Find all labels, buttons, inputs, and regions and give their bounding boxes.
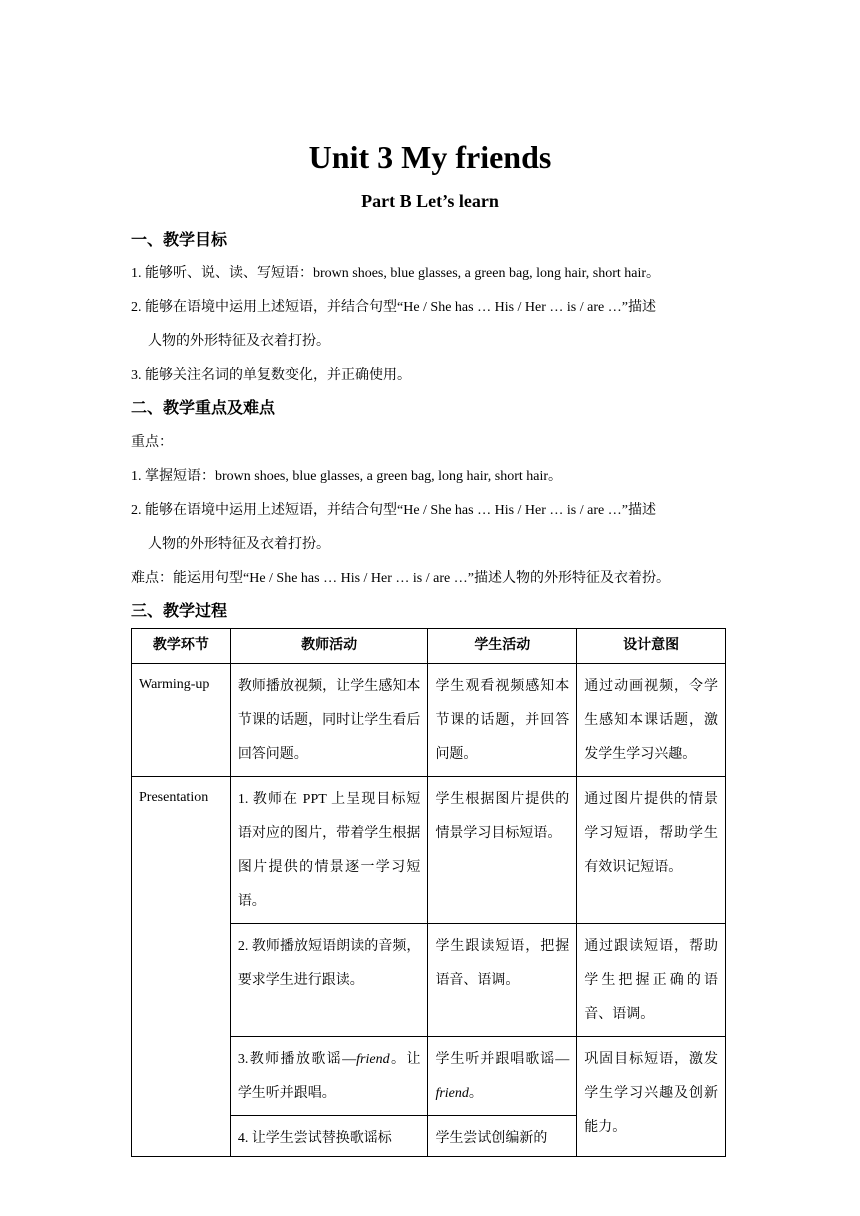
objective-item-2-cont: 人物的外形特征及衣着打扮。 xyxy=(148,334,330,349)
cell-text: 。 xyxy=(468,1086,483,1101)
difficult-point: 难点：能运用句型“He / She has … His / Her … is / are …”描述人物的外形特征及衣着扮。 xyxy=(131,571,670,586)
table-row-warmup xyxy=(132,664,726,777)
column-header: 设计意图 xyxy=(577,629,726,664)
stage-cell: Presentation xyxy=(132,777,231,1157)
section-heading-objectives: 一、教学目标 xyxy=(131,232,228,249)
table-row-presentation-1 xyxy=(132,777,726,924)
song-title: friend xyxy=(356,1052,390,1067)
student-activity-cell: 学生跟读短语，把握语音、语调。 xyxy=(428,924,577,1037)
teacher-activity-cell xyxy=(230,1037,428,1116)
objective-item-2: 2. 能够在语境中运用上述短语，并结合句型“He / She has … His / Her … is / are …”描述 xyxy=(131,300,656,315)
student-activity-cell: 学生根据图片提供的情景学习目标短语。 xyxy=(428,777,577,924)
student-activity-cell xyxy=(428,1037,577,1116)
section-heading-key-points: 二、教学重点及难点 xyxy=(131,400,276,417)
teacher-activity-cell: 2. 教师播放短语朗读的音频，要求学生进行跟读。 xyxy=(230,924,428,1037)
teacher-activity-cell: 1. 教师在 PPT 上呈现目标短语对应的图片，带着学生根据图片提供的情景逐一学习短语。 xyxy=(230,777,428,924)
design-purpose-cell: 通过图片提供的情景学习短语，帮助学生有效识记短语。 xyxy=(577,777,726,924)
student-activity-cell: 学生尝试创编新的 xyxy=(428,1116,577,1157)
objective-item-1: 1. 能够听、说、读、写短语：brown shoes, blue glasses, a green bag, long hair, short hair。 xyxy=(131,266,661,281)
column-header: 教学环节 xyxy=(132,629,231,664)
cell-text: 学生听并跟唱歌谣— xyxy=(435,1052,570,1067)
teacher-activity-cell: 教师播放视频，让学生感知本节课的话题，同时让学生看后回答问题。 xyxy=(230,664,428,777)
teaching-process-table xyxy=(131,628,726,1157)
key-point-item-1: 1. 掌握短语：brown shoes, blue glasses, a green bag, long hair, short hair。 xyxy=(131,469,563,484)
column-header: 教师活动 xyxy=(230,629,428,664)
table-header-row xyxy=(132,629,726,664)
design-purpose-cell: 巩固目标短语，激发学生学习兴趣及创新能力。 xyxy=(577,1037,726,1157)
document-title: Unit 3 My friends xyxy=(308,139,552,175)
design-purpose-cell: 通过跟读短语，帮助学生把握正确的语音、语调。 xyxy=(577,924,726,1037)
cell-text: 。让学生听并跟唱。 xyxy=(237,1052,421,1101)
cell-text: 3.教师播放歌谣— xyxy=(237,1052,357,1067)
key-point-item-2: 2. 能够在语境中运用上述短语，并结合句型“He / She has … His / Her … is / are …”描述 xyxy=(131,503,656,518)
column-header: 学生活动 xyxy=(428,629,577,664)
key-points-label: 重点： xyxy=(131,435,173,450)
song-title: friend xyxy=(435,1086,469,1101)
design-purpose-cell: 通过动画视频，令学生感知本课话题，激发学生学习兴趣。 xyxy=(577,664,726,777)
document-subtitle: Part B Let’s learn xyxy=(361,191,499,211)
section-heading-process: 三、教学过程 xyxy=(131,603,228,620)
student-activity-cell: 学生观看视频感知本节课的话题，并回答问题。 xyxy=(428,664,577,777)
teacher-activity-cell: 4. 让学生尝试替换歌谣标 xyxy=(230,1116,428,1157)
objective-item-3: 3. 能够关注名词的单复数变化，并正确使用。 xyxy=(131,368,411,383)
key-point-item-2-cont: 人物的外形特征及衣着打扮。 xyxy=(148,537,330,552)
stage-cell: Warming-up xyxy=(132,664,231,777)
